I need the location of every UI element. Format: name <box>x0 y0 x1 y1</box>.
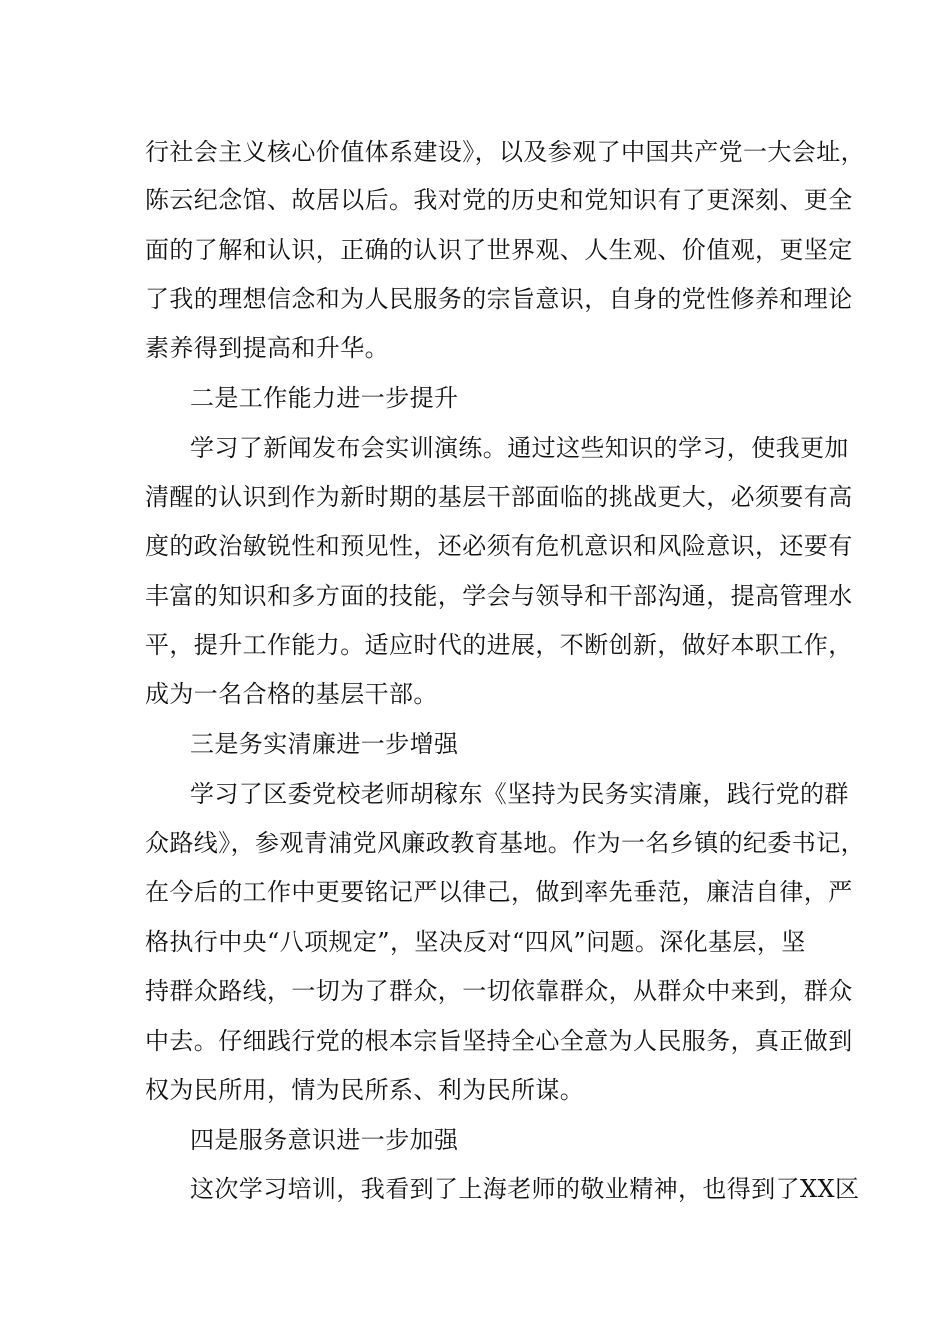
text-line-14: 学习了区委党校老师胡稼东《坚持为民务实清廉，践行党的群 <box>190 780 849 808</box>
text-line-3: 面的了解和认识，正确的认识了世界观、人生观、价值观，更坚定 <box>145 236 853 264</box>
text-line-5: 素养得到提高和升华。 <box>145 334 389 362</box>
text-line-12: 成为一名合格的基层干部。 <box>145 680 438 708</box>
text-line-18: 持群众路线，一切为了群众，一切依靠群众，从群众中来到，群众 <box>145 977 853 1005</box>
text-line-17: 格执行中央“八项规定”，坚决反对“四风”问题。深化基层，坚 <box>145 928 806 956</box>
section-heading-3: 三是务实清廉进一步增强 <box>190 730 459 758</box>
text-line-10: 丰富的知识和多方面的技能，学会与领导和干部沟通，提高管理水 <box>145 582 853 610</box>
text-line-8: 清醒的认识到作为新时期的基层干部面临的挑战更大，必须要有高 <box>145 483 853 511</box>
text-line-15: 众路线》，参观青浦党风廉政教育基地。作为一名乡镇的纪委书记， <box>145 829 865 857</box>
text-line-20: 权为民所用，情为民所系、利为民所谋。 <box>145 1076 585 1104</box>
section-heading-2: 二是工作能力进一步提升 <box>190 384 459 412</box>
text-line-7: 学习了新闻发布会实训演练。通过这些知识的学习，使我更加 <box>190 434 849 462</box>
section-heading-4: 四是服务意识进一步加强 <box>190 1126 459 1154</box>
text-line-16: 在今后的工作中更要铭记严以律己，做到率先垂范，廉洁自律，严 <box>145 878 853 906</box>
text-line-2: 陈云纪念馆、故居以后。我对党的历史和党知识有了更深刻、更全 <box>145 186 853 214</box>
text-line-22: 这次学习培训，我看到了上海老师的敬业精神，也得到了XX区 <box>190 1175 860 1203</box>
text-line-4: 了我的理想信念和为人民服务的宗旨意识，自身的党性修养和理论 <box>145 285 853 313</box>
text-line-19: 中去。仔细践行党的根本宗旨坚持全心全意为人民服务，真正做到 <box>145 1027 853 1055</box>
text-line-11: 平，提升工作能力。适应时代的进展，不断创新，做好本职工作， <box>145 631 853 659</box>
text-line-9: 度的政治敏锐性和预见性，还必须有危机意识和风险意识，还要有 <box>145 532 853 560</box>
text-line-1: 行社会主义核心价值体系建设》，以及参观了中国共产党一大会址， <box>145 138 865 166</box>
